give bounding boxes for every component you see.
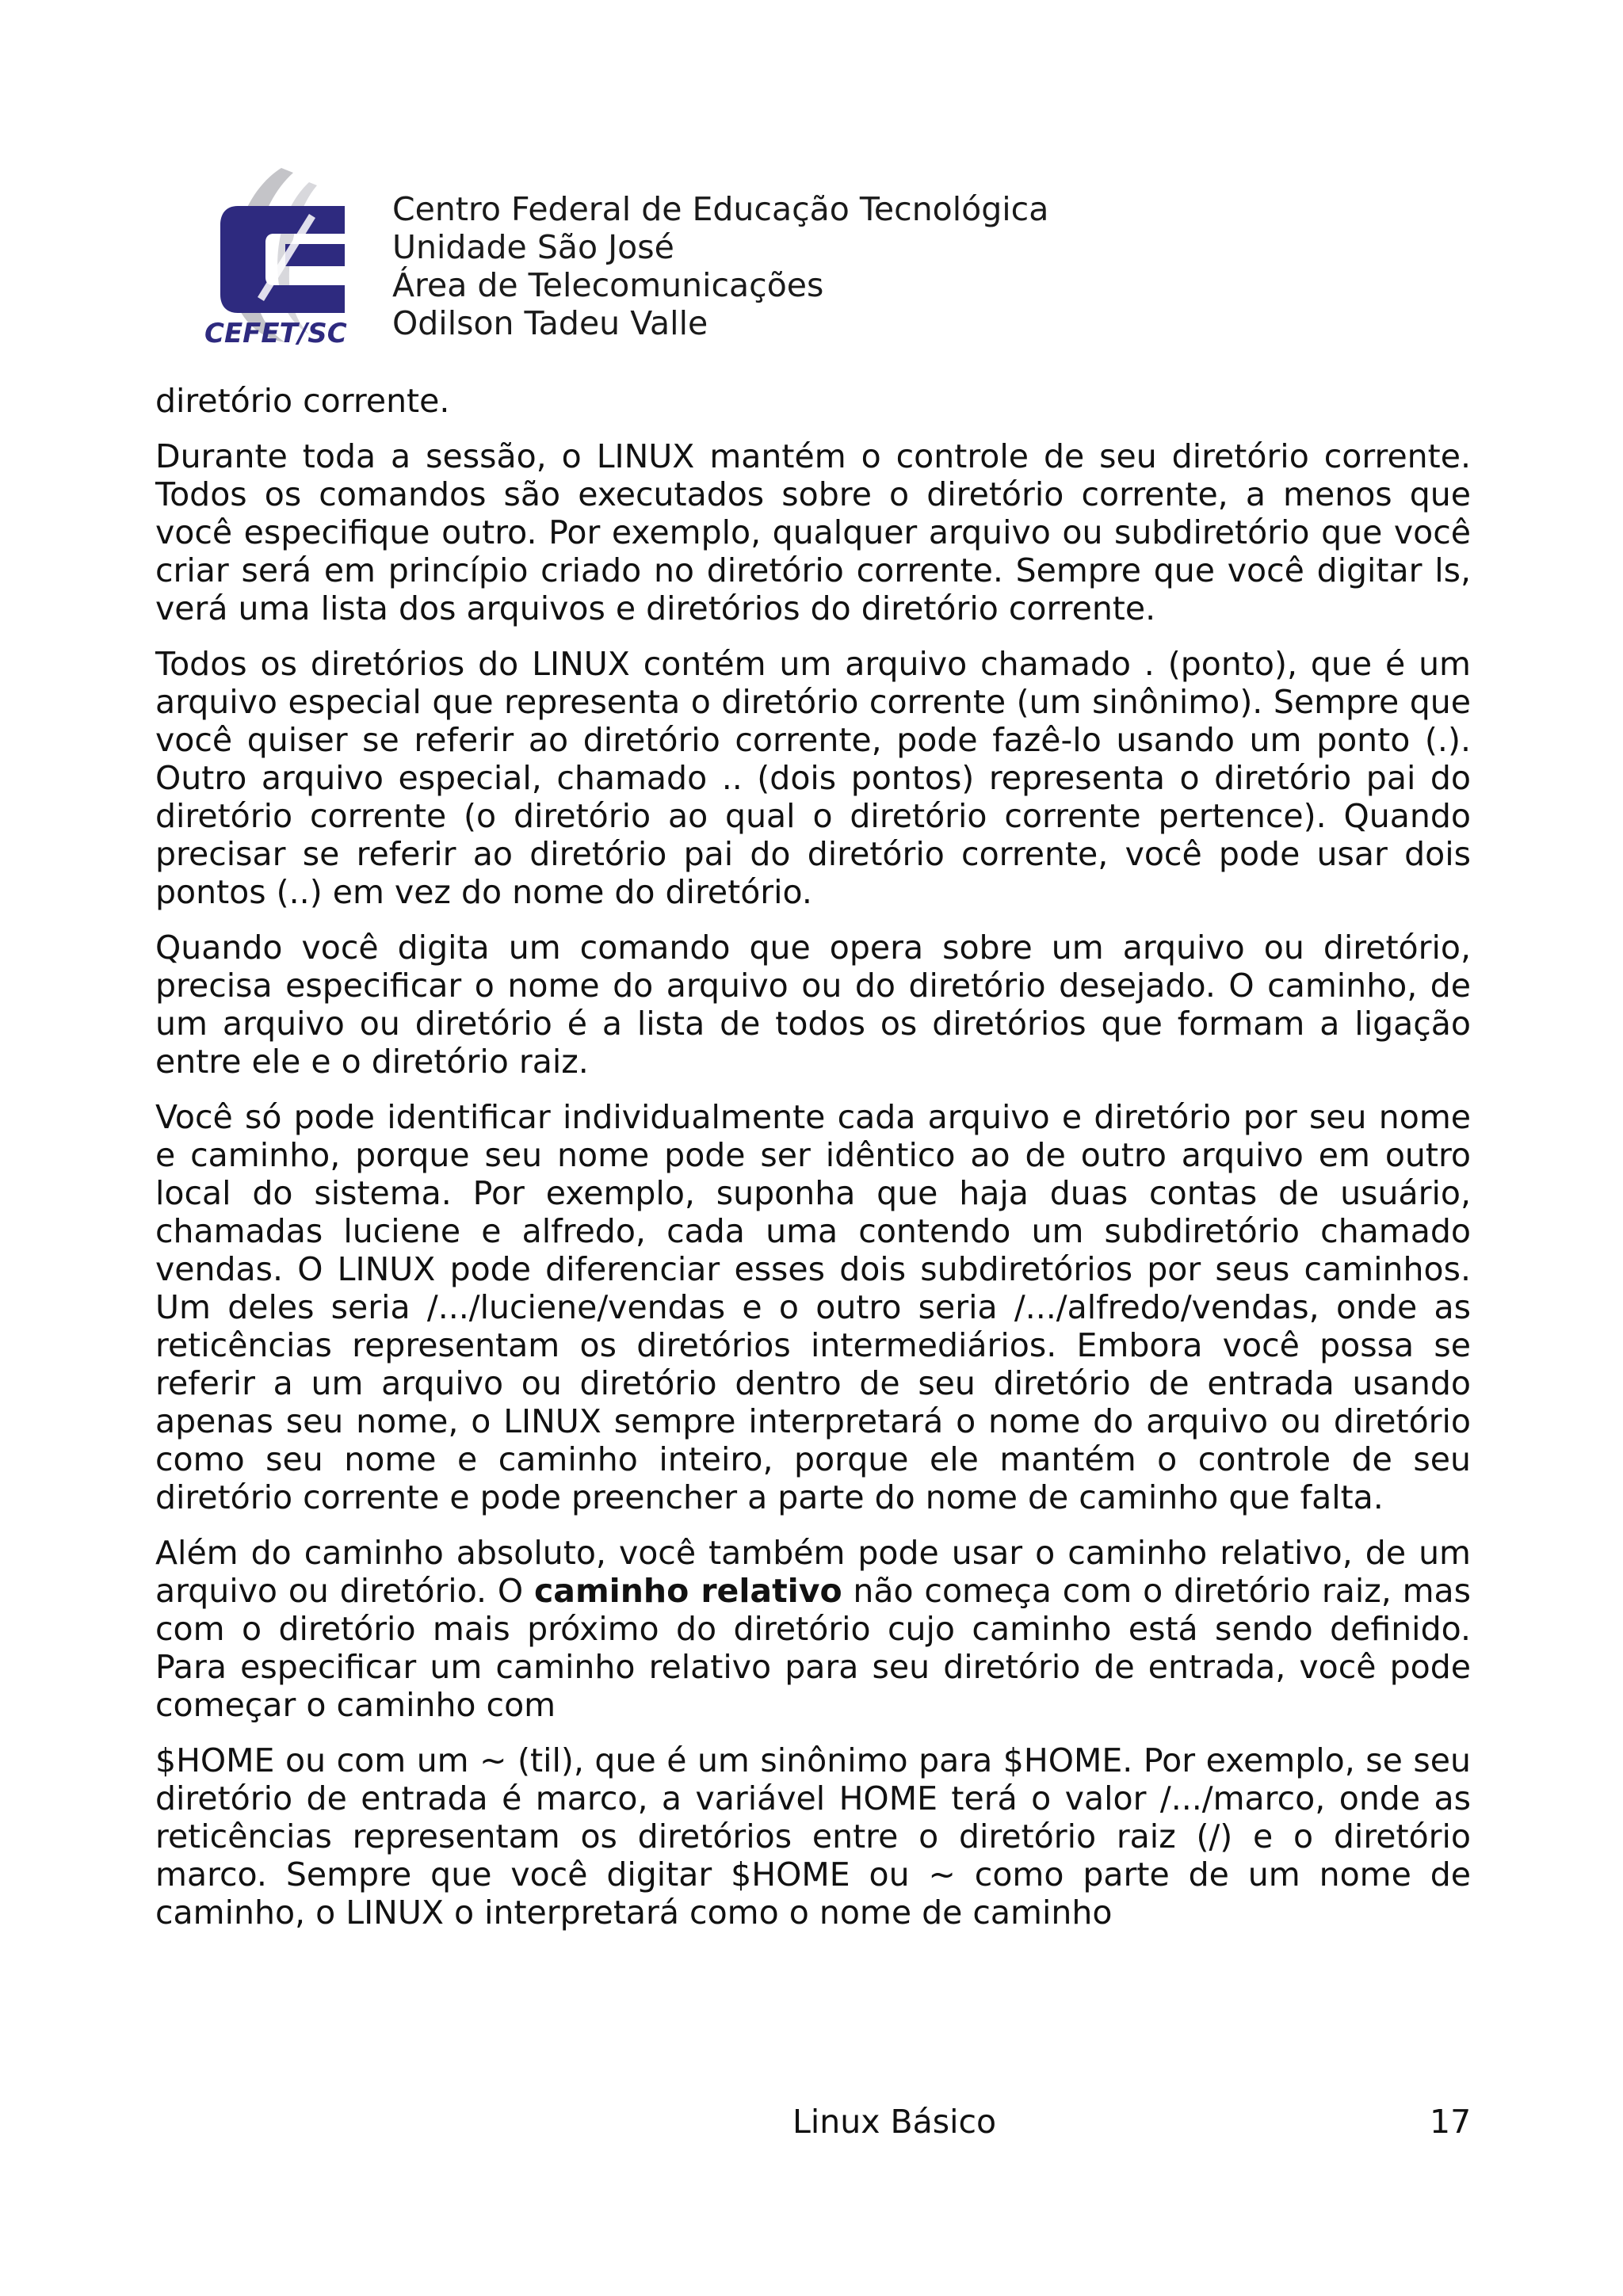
paragraph: Todos os diretórios do LINUX contém um arquivo chamado . (ponto), que é um arquivo especial que representa o diretório corrente (um sinônimo). Sempre que você quiser se referir ao diretório corrente, pode fazê-lo usando um ponto (.). Outro arquivo especial, chamado .. (dois pontos) representa o diretório pai do diretório corrente (o diretório ao qual o diretório corrente pertence). Quando precisar se referir ao diretório pai do diretório corrente, você pode usar dois pontos (..) em vez do nome do diretório.	[155, 645, 1471, 911]
paragraph-text: não começa com o diretório raiz, mas com o diretório mais próximo do diretório cujo caminho está sendo definido. Para especificar um caminho relativo para seu diretório de entrada, você pode começar o caminho com	[155, 1572, 1472, 1724]
paragraph: Quando você digita um comando que opera sobre um arquivo ou diretório, precisa especificar o nome do arquivo ou do diretório desejado. O caminho, de um arquivo ou diretório é a lista de todos os diretórios que formam a ligação entre ele e o diretório raiz.	[155, 929, 1471, 1081]
institution-name: Centro Federal de Educação Tecnológica	[392, 190, 1049, 228]
cefet-sc-logo	[190, 158, 380, 349]
paragraph: Você só pode identificar individualmente cada arquivo e diretório por seu nome e caminho, porque seu nome pode ser idêntico ao de outro arquivo em outro local do sistema. Por exemplo, suponha que haja duas contas de usuário, chamadas luciene e alfredo, cada uma contendo um subdiretório chamado vendas. O LINUX pode diferenciar esses dois subdiretórios por seus caminhos. Um deles seria /.../luciene/vendas e o outro seria /.../alfredo/vendas, onde as reticências representam os diretórios intermediários. Embora você possa se referir a um arquivo ou diretório dentro de seu diretório de entrada usando apenas seu nome, o LINUX sempre interpretará o nome do arquivo ou diretório como seu nome e caminho inteiro, porque ele mantém o controle de seu diretório corrente e pode preencher a parte do nome de caminho que falta.	[155, 1098, 1471, 1516]
unit-name: Unidade São José	[392, 228, 674, 266]
page-header	[190, 158, 1458, 357]
paragraph-text: Além do caminho absoluto, você também pode usar o caminho relativo, de um arquivo ou diretório. O	[155, 1534, 1471, 1610]
paragraph: diretório corrente.	[155, 382, 450, 420]
page-number: 17	[1430, 2103, 1472, 2141]
bold-term: caminho relativo	[533, 1572, 842, 1610]
area-name: Área de Telecomunicações	[392, 266, 824, 304]
paragraph: $HOME ou com um ~ (til), que é um sinônimo para $HOME. Por exemplo, se seu diretório de entrada é marco, a variável HOME terá o valor /.../marco, onde as reticências representam os diretórios entre o diretório raiz (/) e o diretório marco. Sempre que você digitar $HOME ou ~ como parte de um nome de caminho, o LINUX o interpretará como o nome de caminho	[155, 1741, 1471, 1932]
footer-title: Linux Básico	[792, 2103, 997, 2141]
paragraph: Durante toda a sessão, o LINUX mantém o controle de seu diretório corrente. Todos os comandos são executados sobre o diretório corrente, a menos que você especifique outro. Por exemplo, qualquer arquivo ou subdiretório que você criar será em princípio criado no diretório corrente. Sempre que você digitar ls, verá uma lista dos arquivos e diretórios do diretório corrente.	[155, 437, 1471, 627]
institution-info	[392, 190, 1048, 342]
paragraph	[155, 1534, 1471, 1724]
logo-text: CEFET/SC	[204, 318, 347, 349]
document-body	[155, 382, 1471, 1949]
author-name: Odilson Tadeu Valle	[392, 304, 708, 342]
